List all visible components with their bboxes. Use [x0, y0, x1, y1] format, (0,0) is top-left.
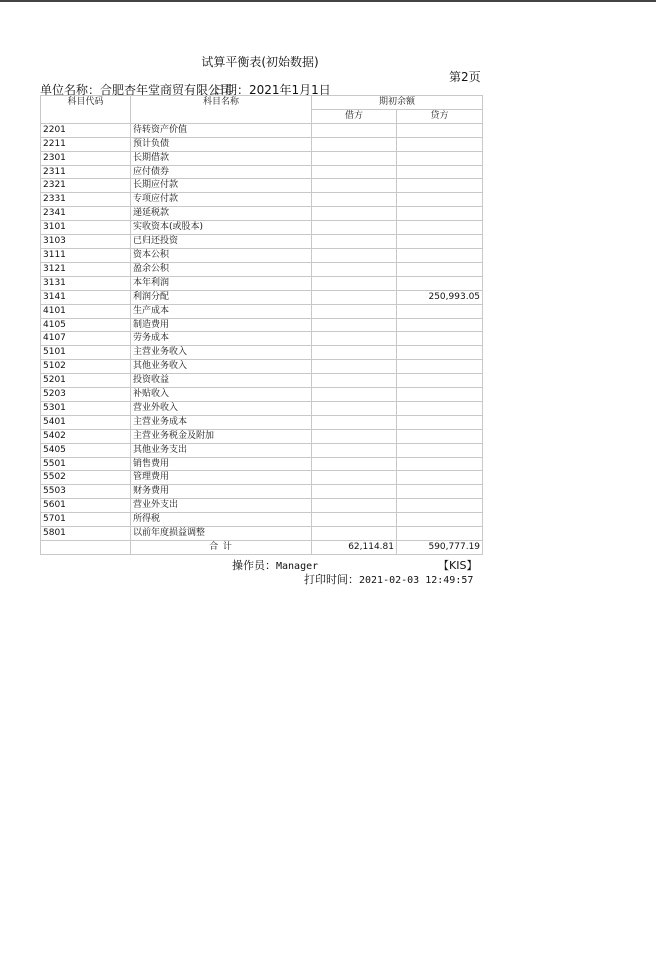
debit-cell: [312, 499, 397, 513]
account-code-cell: 2301: [41, 151, 131, 165]
credit-cell: [397, 151, 483, 165]
debit-cell: [312, 485, 397, 499]
account-code-cell: 5801: [41, 527, 131, 541]
account-name-cell: 专项应付款: [131, 193, 312, 207]
table-row: [41, 179, 483, 193]
debit-cell: [312, 235, 397, 249]
table-row: [41, 388, 483, 402]
credit-cell: [397, 137, 483, 151]
table-body: [41, 123, 483, 540]
account-name-cell: 主营业务成本: [131, 415, 312, 429]
credit-cell: [397, 221, 483, 235]
table-row: [41, 346, 483, 360]
account-name-cell: 应付债券: [131, 165, 312, 179]
account-name-cell: 已归还投资: [131, 235, 312, 249]
debit-cell: [312, 262, 397, 276]
debit-cell: [312, 429, 397, 443]
credit-cell: [397, 485, 483, 499]
credit-cell: [397, 318, 483, 332]
header-opening-balance: 期初余额: [312, 96, 483, 110]
table-row: [41, 527, 483, 541]
account-code-cell: 5601: [41, 499, 131, 513]
credit-cell: [397, 123, 483, 137]
account-code-cell: 5503: [41, 485, 131, 499]
credit-cell: [397, 443, 483, 457]
account-code-cell: 2331: [41, 193, 131, 207]
table-row: [41, 221, 483, 235]
account-code-cell: 5201: [41, 374, 131, 388]
debit-cell: [312, 346, 397, 360]
operator-label: 操作员：: [232, 559, 276, 572]
debit-cell: [312, 276, 397, 290]
account-name-cell: 补贴收入: [131, 388, 312, 402]
total-code-blank: [41, 541, 131, 555]
debit-cell: [312, 527, 397, 541]
credit-cell: [397, 207, 483, 221]
table-row: [41, 415, 483, 429]
table-row: [41, 471, 483, 485]
credit-cell: [397, 332, 483, 346]
credit-cell: [397, 374, 483, 388]
account-name-cell: 利润分配: [131, 290, 312, 304]
header-code-blank: [41, 109, 131, 123]
credit-cell: [397, 235, 483, 249]
debit-cell: [312, 374, 397, 388]
account-code-cell: 3101: [41, 221, 131, 235]
credit-cell: [397, 388, 483, 402]
credit-cell: [397, 193, 483, 207]
account-code-cell: 3103: [41, 235, 131, 249]
trial-balance-table: [40, 95, 483, 555]
debit-cell: [312, 360, 397, 374]
print-time-value: 2021-02-03 12:49:57: [359, 575, 474, 586]
credit-cell: [397, 415, 483, 429]
credit-cell: [397, 499, 483, 513]
operator-name: Manager: [276, 561, 319, 572]
debit-cell: [312, 388, 397, 402]
table-row: [41, 151, 483, 165]
header-account-name: 科目名称: [131, 96, 312, 110]
table-row: [41, 207, 483, 221]
account-code-cell: 2341: [41, 207, 131, 221]
debit-cell: [312, 443, 397, 457]
account-code-cell: 5405: [41, 443, 131, 457]
debit-cell: [312, 165, 397, 179]
credit-cell: [397, 457, 483, 471]
account-code-cell: 4101: [41, 304, 131, 318]
account-code-cell: 5101: [41, 346, 131, 360]
debit-cell: [312, 248, 397, 262]
table-row: [41, 499, 483, 513]
account-code-cell: 5701: [41, 513, 131, 527]
table-row: [41, 443, 483, 457]
account-name-cell: 以前年度损益调整: [131, 527, 312, 541]
account-code-cell: 5502: [41, 471, 131, 485]
account-code-cell: 5301: [41, 401, 131, 415]
credit-cell: [397, 276, 483, 290]
table-row: [41, 374, 483, 388]
account-name-cell: 其他业务收入: [131, 360, 312, 374]
account-name-cell: 主营业务税金及附加: [131, 429, 312, 443]
account-name-cell: 盈余公积: [131, 262, 312, 276]
account-name-cell: 制造费用: [131, 318, 312, 332]
debit-cell: [312, 207, 397, 221]
brand-tag: 【KIS】: [438, 559, 478, 572]
debit-cell: [312, 457, 397, 471]
account-code-cell: 3141: [41, 290, 131, 304]
account-code-cell: 3111: [41, 248, 131, 262]
credit-cell: [397, 262, 483, 276]
account-name-cell: 所得税: [131, 513, 312, 527]
table-row: [41, 235, 483, 249]
page-number: 第2页: [449, 70, 481, 84]
account-code-cell: 5501: [41, 457, 131, 471]
table-row: [41, 318, 483, 332]
account-name-cell: 营业外支出: [131, 499, 312, 513]
credit-cell: [397, 527, 483, 541]
report-title: 试算平衡表(初始数据): [201, 55, 319, 69]
account-name-cell: 财务费用: [131, 485, 312, 499]
debit-cell: [312, 513, 397, 527]
account-name-cell: 生产成本: [131, 304, 312, 318]
table-row: [41, 262, 483, 276]
total-debit: 62,114.81: [312, 541, 397, 555]
account-code-cell: 5203: [41, 388, 131, 402]
account-name-cell: 营业外收入: [131, 401, 312, 415]
account-name-cell: 递延税款: [131, 207, 312, 221]
table-row: [41, 360, 483, 374]
debit-cell: [312, 401, 397, 415]
account-code-cell: 3121: [41, 262, 131, 276]
account-name-cell: 劳务成本: [131, 332, 312, 346]
header-credit: 贷方: [397, 109, 483, 123]
account-code-cell: 5402: [41, 429, 131, 443]
account-name-cell: 预计负债: [131, 137, 312, 151]
debit-cell: [312, 415, 397, 429]
account-code-cell: 5102: [41, 360, 131, 374]
account-name-cell: 待转资产价值: [131, 123, 312, 137]
table-row: [41, 332, 483, 346]
header-debit: 借方: [312, 109, 397, 123]
account-code-cell: 4105: [41, 318, 131, 332]
report-date: 日期：2021年1月1日: [213, 83, 331, 97]
unit-name: 单位名称：合肥杏年堂商贸有限公司: [40, 83, 233, 97]
account-code-cell: 2311: [41, 165, 131, 179]
credit-cell: [397, 346, 483, 360]
credit-cell: [397, 401, 483, 415]
debit-cell: [312, 290, 397, 304]
table-row: [41, 137, 483, 151]
account-name-cell: 投资收益: [131, 374, 312, 388]
table-row: [41, 485, 483, 499]
print-time-line: [304, 571, 473, 587]
table-row: [41, 165, 483, 179]
credit-cell: [397, 165, 483, 179]
account-name-cell: 主营业务收入: [131, 346, 312, 360]
table-row: [41, 429, 483, 443]
credit-cell: [397, 179, 483, 193]
table-row: [41, 290, 483, 304]
credit-cell: [397, 360, 483, 374]
table-row: [41, 401, 483, 415]
print-time-label: 打印时间：: [304, 573, 359, 586]
table-row: [41, 123, 483, 137]
credit-cell: [397, 513, 483, 527]
account-code-cell: 2201: [41, 123, 131, 137]
account-code-cell: 2321: [41, 179, 131, 193]
total-label: 合 计: [131, 541, 312, 555]
debit-cell: [312, 193, 397, 207]
debit-cell: [312, 123, 397, 137]
total-credit: 590,777.19: [397, 541, 483, 555]
credit-cell: [397, 429, 483, 443]
credit-cell: 250,993.05: [397, 290, 483, 304]
debit-cell: [312, 221, 397, 235]
table-row: [41, 304, 483, 318]
debit-cell: [312, 137, 397, 151]
account-name-cell: 其他业务支出: [131, 443, 312, 457]
debit-cell: [312, 471, 397, 485]
table-row: [41, 457, 483, 471]
debit-cell: [312, 151, 397, 165]
total-row: [41, 541, 483, 555]
table-row: [41, 513, 483, 527]
debit-cell: [312, 304, 397, 318]
debit-cell: [312, 179, 397, 193]
account-name-cell: 长期应付款: [131, 179, 312, 193]
header-name-blank: [131, 109, 312, 123]
account-code-cell: 4107: [41, 332, 131, 346]
window-top-border: [0, 0, 656, 2]
table-row: [41, 248, 483, 262]
account-name-cell: 资本公积: [131, 248, 312, 262]
account-code-cell: 5401: [41, 415, 131, 429]
account-name-cell: 管理费用: [131, 471, 312, 485]
credit-cell: [397, 248, 483, 262]
table-row: [41, 193, 483, 207]
account-name-cell: 实收资本(或股本): [131, 221, 312, 235]
debit-cell: [312, 318, 397, 332]
account-name-cell: 长期借款: [131, 151, 312, 165]
header-account-code: 科目代码: [41, 96, 131, 110]
credit-cell: [397, 471, 483, 485]
credit-cell: [397, 304, 483, 318]
table-row: [41, 276, 483, 290]
account-name-cell: 本年利润: [131, 276, 312, 290]
debit-cell: [312, 332, 397, 346]
account-code-cell: 3131: [41, 276, 131, 290]
account-name-cell: 销售费用: [131, 457, 312, 471]
account-code-cell: 2211: [41, 137, 131, 151]
